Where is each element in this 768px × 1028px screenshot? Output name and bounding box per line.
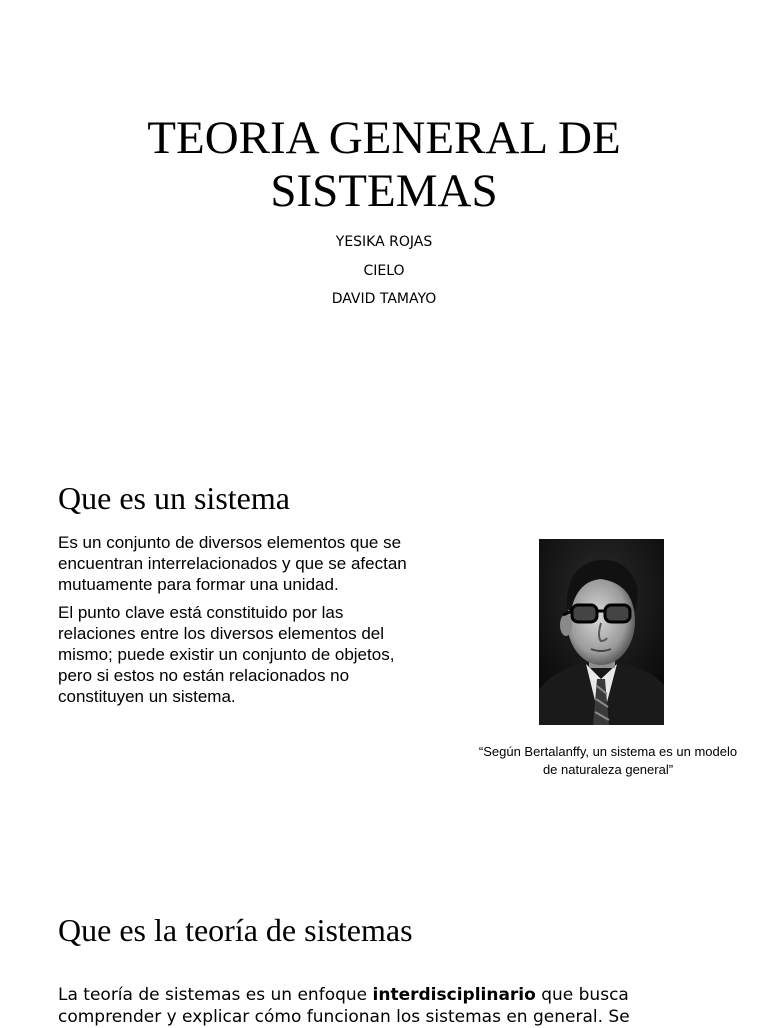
what-is-system-slide [0, 404, 768, 856]
body-text-end: que busca comprender y explicar cómo funcionan los sistemas en general. Se [58, 985, 630, 1027]
slide-body [58, 984, 678, 1028]
author-name: CIELO [363, 262, 405, 279]
author-name: YESIKA ROJAS [335, 234, 433, 250]
title-line-1: TEORIA GENERAL DE [147, 112, 621, 164]
presentation-title [0, 112, 768, 218]
slide-heading: Que es un sistema [58, 480, 290, 516]
title-slide [0, 0, 768, 404]
slide-body [58, 532, 418, 714]
title-line-2: SISTEMAS [270, 165, 498, 217]
paragraph-definition: Es un conjunto de diversos elementos que se encuentran interrelacionados y que se afectan mutuamente para formar una unidad. [58, 533, 407, 594]
bertalanffy-portrait-photo [539, 539, 664, 725]
body-text-start: La teoría de sistemas es un enfoque [58, 985, 373, 1005]
systems-theory-slide [0, 856, 768, 1027]
body-text-emphasis: interdisciplinario [372, 985, 536, 1005]
photo-caption: “Según Bertalanffy, un sistema es un modelo de naturaleza general” [478, 744, 738, 777]
author-list [0, 228, 768, 314]
author-name: DAVID TAMAYO [331, 291, 437, 307]
slide-heading: Que es la teoría de sistemas [58, 912, 413, 948]
paragraph-key-point: El punto clave está constituido por las relaciones entre los diversos elementos del mismo; puede existir un conjunto de objetos, pero si estos no están relacionados no constituyen un sistema. [58, 603, 395, 706]
